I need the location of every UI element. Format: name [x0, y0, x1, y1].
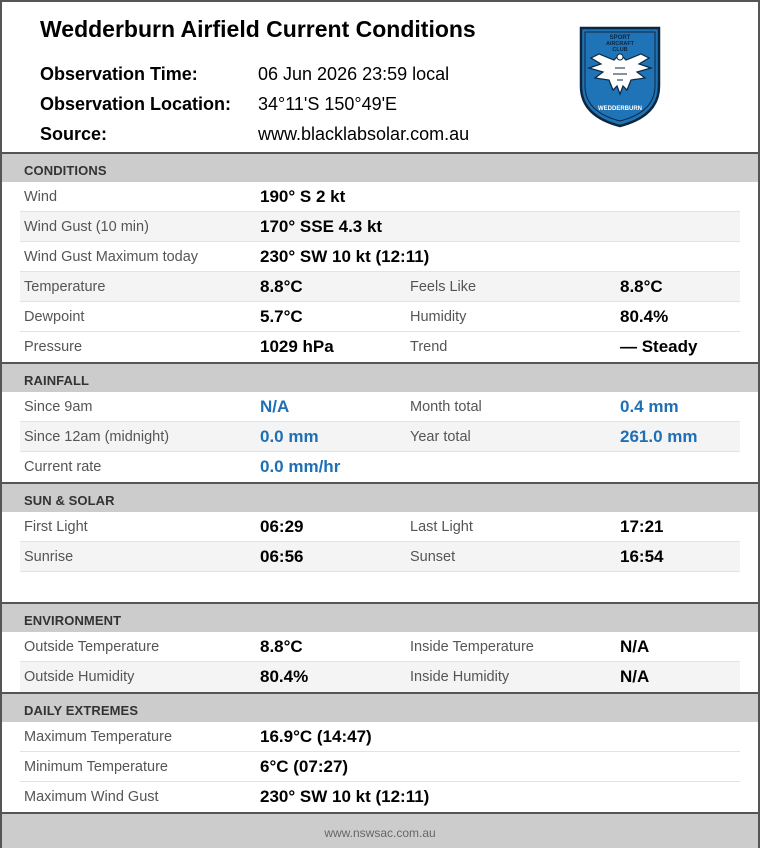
dewpoint-label: Dewpoint: [24, 309, 85, 325]
row-max-wind-gust: [20, 782, 740, 812]
month-total-value: 0.4 mm: [620, 397, 679, 416]
sunrise-value: 06:56: [260, 547, 304, 566]
since-9am-label: Since 9am: [24, 399, 93, 415]
sunset-value: 16:54: [620, 547, 664, 566]
section-heading: SUN & SOLAR: [24, 493, 115, 508]
first-light-value: 06:29: [260, 517, 304, 536]
page-title: Wedderburn Airfield Current Conditions: [40, 16, 476, 42]
outside-temperature-label: Outside Temperature: [24, 639, 160, 655]
section-environment: [2, 602, 758, 632]
section-rainfall: [2, 362, 758, 392]
dewpoint-value: 5.7°C: [260, 307, 303, 326]
row-outside-humidity: [20, 662, 740, 692]
observation-location-label: Observation Location:: [40, 94, 232, 114]
first-light-label: First Light: [24, 519, 88, 535]
inside-humidity-value: N/A: [620, 667, 650, 686]
row-sunrise: [20, 542, 740, 572]
min-temperature-label: Minimum Temperature: [24, 759, 168, 775]
max-wind-gust-value: 230° SW 10 kt (12:11): [260, 787, 430, 806]
row-first-light: [20, 512, 740, 542]
observation-location-value: 34°11'S 150°49'E: [258, 94, 398, 114]
section-conditions: [2, 152, 758, 182]
observation-time-label: Observation Time:: [40, 64, 198, 84]
temperature-value: 8.8°C: [260, 277, 303, 296]
max-temperature-label: Maximum Temperature: [24, 729, 173, 745]
row-since-midnight: [20, 422, 740, 452]
row-temperature: [20, 272, 740, 302]
row-outside-temperature: [20, 632, 740, 662]
section-heading: RAINFALL: [24, 373, 90, 388]
since-midnight-value: 0.0 mm: [260, 427, 319, 446]
logo-text-wedderburn: WEDDERBURN: [598, 106, 642, 112]
since-9am-value: N/A: [260, 397, 290, 416]
panel-footer: [2, 812, 758, 848]
section-daily-extremes: [2, 692, 758, 722]
wind-gust-max-label: Wind Gust Maximum today: [24, 249, 199, 265]
trend-value: — Steady: [620, 337, 698, 356]
feels-like-label: Feels Like: [410, 279, 477, 295]
month-total-label: Month total: [410, 399, 482, 415]
row-pressure: [20, 332, 740, 362]
section-sun-solar: [2, 482, 758, 512]
current-rate-label: Current rate: [24, 459, 102, 475]
logo-text-aircraft: AIRCRAFT: [605, 41, 635, 47]
trend-label: Trend: [410, 339, 448, 355]
row-wind-gust-max: [20, 242, 740, 272]
panel-header: [2, 2, 758, 152]
logo-text-sport: SPORT: [609, 35, 631, 41]
footer-link[interactable]: www.nswsac.com.au: [324, 826, 436, 840]
logo-text-club: CLUB: [612, 47, 628, 53]
wind-value: 190° S 2 kt: [260, 187, 346, 206]
row-max-temperature: [20, 722, 740, 752]
max-wind-gust-label: Maximum Wind Gust: [24, 789, 159, 805]
pressure-value: 1029 hPa: [260, 337, 334, 356]
outside-humidity-label: Outside Humidity: [24, 669, 135, 685]
club-logo: [577, 24, 663, 128]
max-temperature-value: 16.9°C (14:47): [260, 727, 372, 746]
source-label: Source:: [40, 124, 108, 144]
row-wind-gust: [20, 212, 740, 242]
section-heading: DAILY EXTREMES: [24, 703, 139, 718]
humidity-value: 80.4%: [620, 307, 669, 326]
wind-gust-value: 170° SSE 4.3 kt: [260, 217, 383, 236]
row-since-9am: [20, 392, 740, 422]
outside-temperature-value: 8.8°C: [260, 637, 303, 656]
outside-humidity-value: 80.4%: [260, 667, 309, 686]
row-dewpoint: [20, 302, 740, 332]
last-light-value: 17:21: [620, 517, 664, 536]
observation-time-value: 06 Jun 2026 23:59 local: [258, 64, 450, 84]
inside-humidity-label: Inside Humidity: [410, 669, 510, 685]
year-total-value: 261.0 mm: [620, 427, 698, 446]
humidity-label: Humidity: [410, 309, 467, 325]
row-min-temperature: [20, 752, 740, 782]
wind-gust-label: Wind Gust (10 min): [24, 219, 149, 235]
since-midnight-label: Since 12am (midnight): [24, 429, 170, 445]
last-light-label: Last Light: [410, 519, 473, 535]
section-heading: CONDITIONS: [24, 163, 107, 178]
temperature-label: Temperature: [24, 279, 106, 295]
min-temperature-value: 6°C (07:27): [260, 757, 349, 776]
inside-temperature-value: N/A: [620, 637, 650, 656]
year-total-label: Year total: [410, 429, 471, 445]
source-value: www.blacklabsolar.com.au: [258, 124, 470, 144]
pressure-label: Pressure: [24, 339, 83, 355]
sunrise-label: Sunrise: [24, 549, 74, 565]
current-rate-value: 0.0 mm/hr: [260, 457, 341, 476]
wind-label: Wind: [24, 189, 58, 205]
inside-temperature-label: Inside Temperature: [410, 639, 534, 655]
sunset-label: Sunset: [410, 549, 456, 565]
row-wind: [20, 182, 740, 212]
section-heading: ENVIRONMENT: [24, 613, 122, 628]
feels-like-value: 8.8°C: [620, 277, 663, 296]
wind-gust-max-value: 230° SW 10 kt (12:11): [260, 247, 430, 266]
row-current-rate: [20, 452, 740, 482]
